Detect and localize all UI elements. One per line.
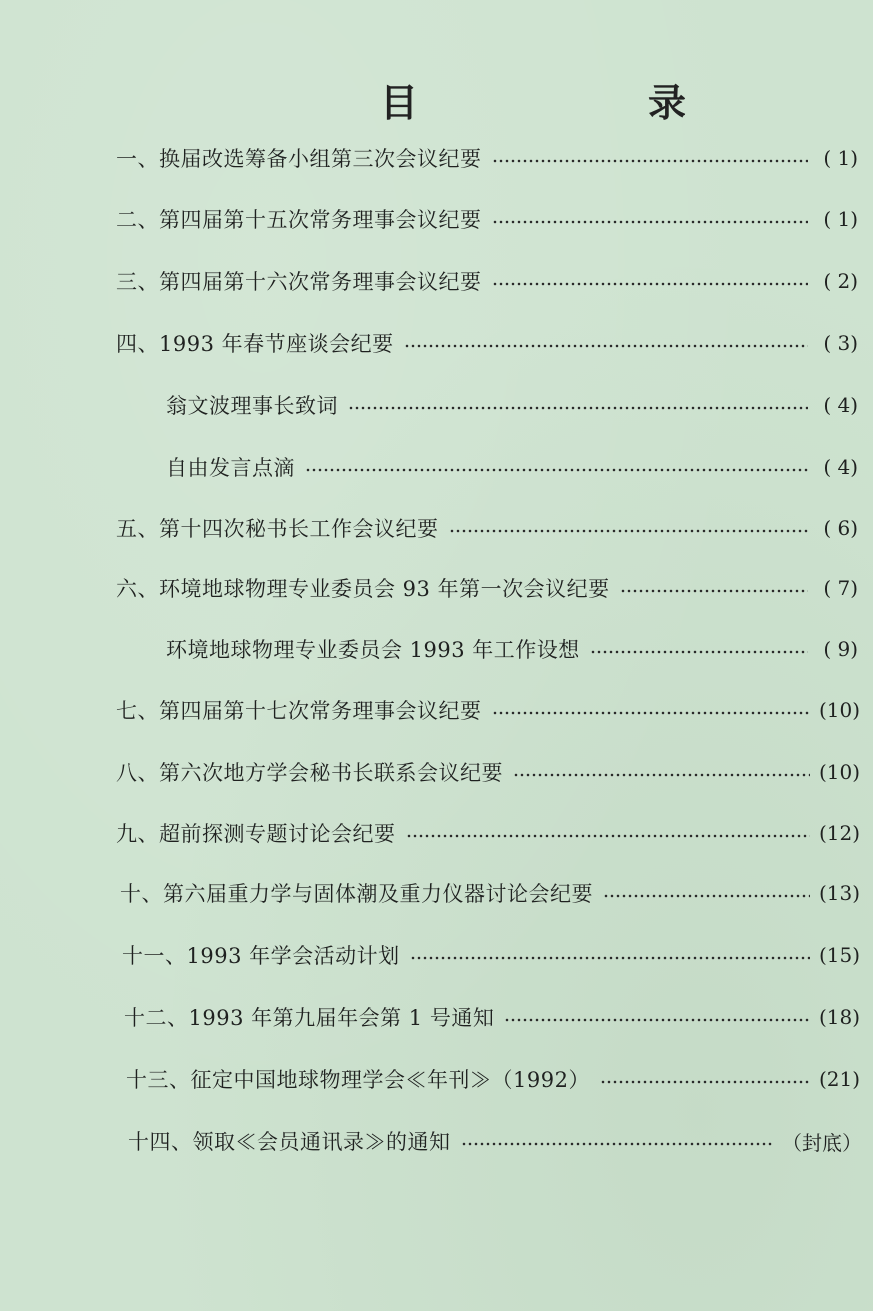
toc-entry [116, 757, 860, 787]
toc-entry [116, 328, 858, 358]
toc-entry [122, 940, 860, 970]
toc-entry-title: 十四、领取≪会员通讯录≫的通知 [128, 1130, 451, 1154]
toc-entry-title: 六、环境地球物理专业委员会 93 年第一次会议纪要 [116, 577, 610, 601]
toc-entry-title: 二、第四届第十五次常务理事会议纪要 [116, 208, 482, 232]
toc-entry-page: (12) [818, 821, 860, 845]
page-title: 目 录 [380, 81, 783, 125]
toc-entry-title: 十三、征定中国地球物理学会≪年刊≫（1992） [126, 1068, 590, 1092]
toc-subentry [166, 452, 858, 482]
toc-entry [126, 1064, 860, 1094]
dot-leader [620, 589, 808, 593]
dot-leader [492, 711, 811, 715]
toc-entry-title: 八、第六次地方学会秘书长联系会议纪要 [116, 761, 503, 785]
toc-entry-title: 一、换届改选筹备小组第三次会议纪要 [116, 147, 482, 171]
toc-subentry [166, 390, 858, 420]
toc-entry-title: 环境地球物理专业委员会 1993 年工作设想 [166, 638, 580, 662]
dot-leader [492, 159, 809, 163]
toc-entry-page: ( 1) [823, 146, 858, 170]
toc-entry-title: 三、第四届第十六次常务理事会议纪要 [116, 270, 482, 294]
toc-entry-page: ( 4) [823, 393, 858, 417]
toc-entry-title: 翁文波理事长致词 [166, 394, 338, 418]
dot-leader [410, 956, 810, 960]
toc-entry-page: (10) [818, 760, 860, 784]
toc-entry-page: (21) [818, 1067, 860, 1091]
toc-entry-title: 自由发言点滴 [166, 456, 295, 480]
dot-leader [449, 529, 809, 533]
toc-entry [116, 573, 858, 603]
toc-entry-title: 九、超前探测专题讨论会纪要 [116, 822, 396, 846]
toc-entry-page: ( 1) [823, 207, 858, 231]
toc-entry-page: ( 6) [823, 516, 858, 540]
toc-entry-page: （封底） [782, 1130, 862, 1155]
dot-leader [492, 282, 809, 286]
toc-entry-page: ( 7) [823, 576, 858, 600]
toc-entry-page: ( 9) [823, 637, 858, 661]
toc-entry-title: 七、第四届第十七次常务理事会议纪要 [116, 699, 482, 723]
toc-entry-page: ( 2) [823, 269, 858, 293]
toc-subentry [166, 634, 858, 664]
toc-entry [124, 1002, 860, 1032]
toc-entry [116, 204, 858, 234]
toc-entry-title: 四、1993 年春节座谈会纪要 [116, 332, 394, 356]
toc-entry-title: 十二、1993 年第九届年会第 1 号通知 [124, 1006, 495, 1030]
toc-entry [116, 513, 858, 543]
toc-entry-page: (13) [818, 881, 860, 905]
toc-entry [116, 695, 860, 725]
dot-leader [348, 406, 808, 410]
toc-entry [116, 143, 858, 173]
toc-entry-page: (10) [818, 698, 860, 722]
dot-leader [600, 1080, 810, 1084]
dot-leader [492, 220, 809, 224]
dot-leader [513, 773, 810, 777]
dot-leader [406, 834, 811, 838]
toc-entry-page: ( 3) [823, 331, 858, 355]
toc-entry-title: 十一、1993 年学会活动计划 [122, 944, 400, 968]
toc-entry-page: (18) [818, 1005, 860, 1029]
dot-leader [590, 650, 808, 654]
dot-leader [504, 1018, 810, 1022]
toc-entry-page: ( 4) [823, 455, 858, 479]
dot-leader [461, 1142, 775, 1146]
dot-leader [404, 344, 808, 348]
toc-entry-page: (15) [818, 943, 860, 967]
toc-entry [116, 266, 858, 296]
toc-entry [116, 818, 860, 848]
dot-leader [603, 894, 810, 898]
dot-leader [305, 468, 808, 472]
toc-entry-title: 五、第十四次秘书长工作会议纪要 [116, 517, 439, 541]
toc-entry [128, 1126, 862, 1156]
toc-entry [120, 878, 860, 908]
toc-entry-title: 十、第六届重力学与固体潮及重力仪器讨论会纪要 [120, 882, 593, 906]
